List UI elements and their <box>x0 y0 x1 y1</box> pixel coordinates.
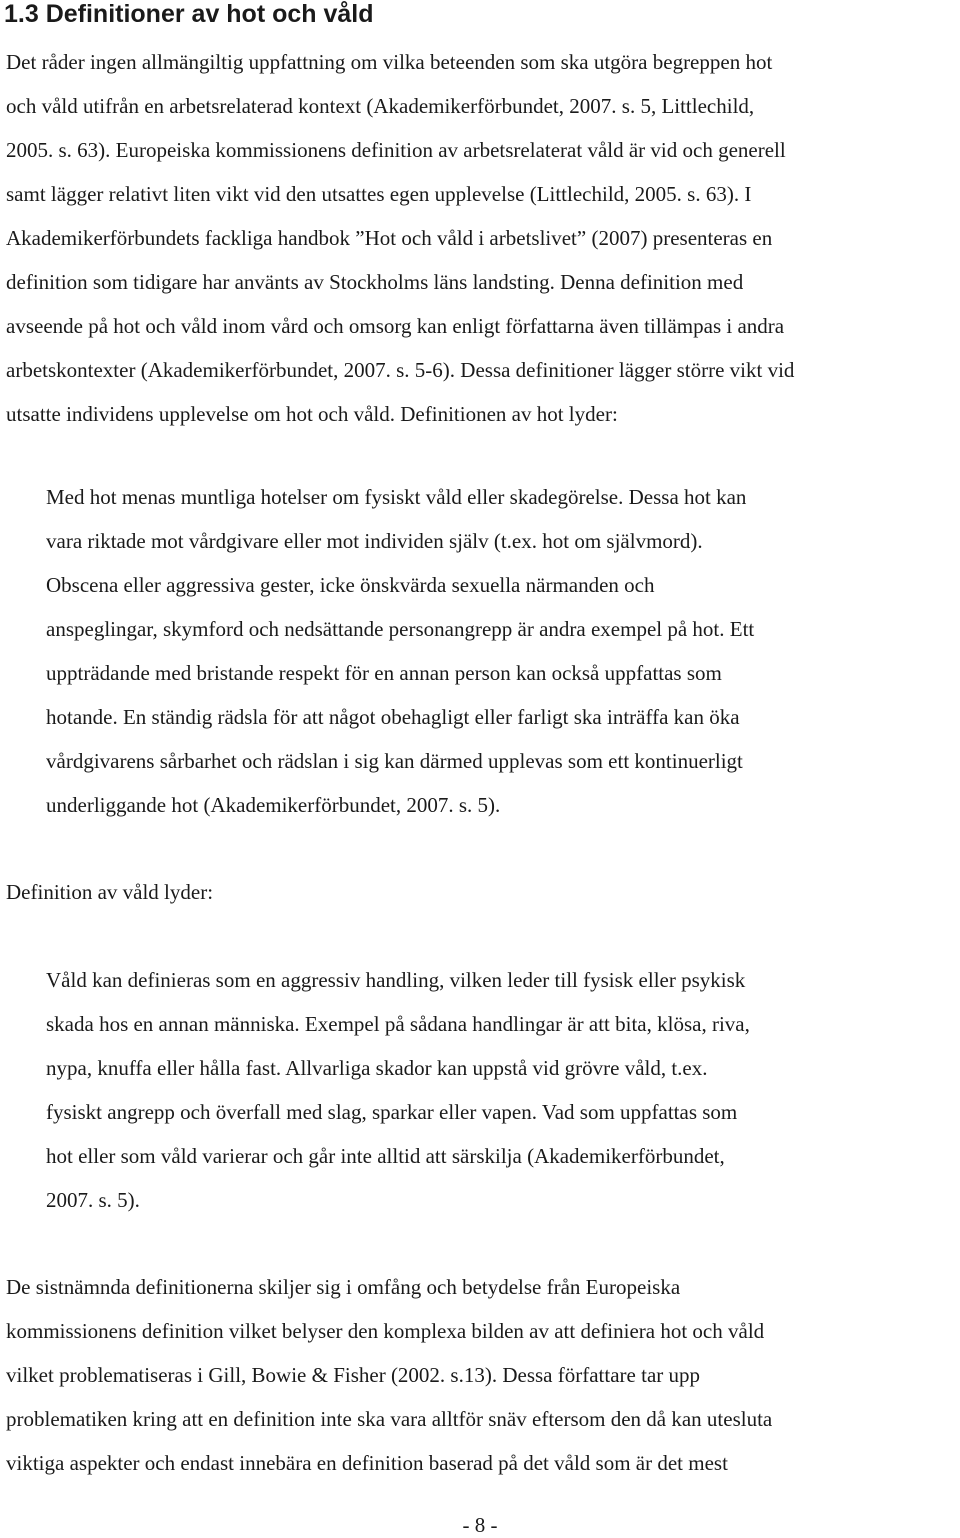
text-line: samt lägger relativt liten vikt vid den utsattes egen upplevelse (Littlechild, 2005. s. 63). I <box>6 182 752 206</box>
quote-line: skada hos en annan människa. Exempel på sådana handlingar är att bita, klösa, riva, <box>46 1012 750 1036</box>
text-line: problematiken kring att en definition inte ska vara alltför snäv eftersom den då kan utesluta <box>6 1407 773 1431</box>
paragraph-violence-intro <box>6 870 213 914</box>
block-quote-violence-definition <box>46 958 750 1222</box>
text-line: definition som tidigare har använts av Stockholms läns landsting. Denna definition med <box>6 270 744 294</box>
quote-line: vara riktade mot vårdgivare eller mot individen själv (t.ex. hot om självmord). <box>46 529 703 553</box>
paragraph-intro <box>6 40 794 436</box>
text-line: utsatte individens upplevelse om hot och våld. Definitionen av hot lyder: <box>6 402 618 426</box>
text-line: viktiga aspekter och endast innebära en definition baserad på det våld som är det mest <box>6 1451 728 1475</box>
quote-line: Obscena eller aggressiva gester, icke önskvärda sexuella närmanden och <box>46 573 655 597</box>
text-line: 2005. s. 63). Europeiska kommissionens definition av arbetsrelaterat våld är vid och generell <box>6 138 786 162</box>
quote-line: Med hot menas muntliga hotelser om fysiskt våld eller skadegörelse. Dessa hot kan <box>46 485 747 509</box>
text-line: arbetskontexter (Akademikerförbundet, 2007. s. 5-6). Dessa definitioner lägger större vikt vid <box>6 358 795 382</box>
text-line: avseende på hot och våld inom vård och omsorg kan enligt författarna även tillämpas i andra <box>6 314 785 338</box>
text-line: De sistnämnda definitionerna skiljer sig i omfång och betydelse från Europeiska <box>6 1275 681 1299</box>
page-number: - 8 - <box>462 1513 498 1537</box>
paragraph-discussion <box>6 1265 772 1485</box>
text-line: Definition av våld lyder: <box>6 880 214 904</box>
quote-line: hotande. En ständig rädsla för att något obehagligt eller farligt ska inträffa kan öka <box>46 705 740 729</box>
quote-line: underliggande hot (Akademikerförbundet, 2007. s. 5). <box>46 793 501 817</box>
text-line: Akademikerförbundets fackliga handbok ”Hot och våld i arbetslivet” (2007) presenteras en <box>6 226 773 250</box>
block-quote-threat-definition <box>46 475 754 827</box>
quote-line: nypa, knuffa eller hålla fast. Allvarliga skador kan uppstå vid grövre våld, t.ex. <box>46 1056 708 1080</box>
quote-line: fysiskt angrepp och överfall med slag, sparkar eller vapen. Vad som uppfattas som <box>46 1100 738 1124</box>
text-line: kommissionens definition vilket belyser den komplexa bilden av att definiera hot och våld <box>6 1319 765 1343</box>
quote-line: 2007. s. 5). <box>46 1188 140 1212</box>
text-line: och våld utifrån en arbetsrelaterad kontext (Akademikerförbundet, 2007. s. 5, Littlechild, <box>6 94 755 118</box>
quote-line: anspeglingar, skymford och nedsättande personangrepp är andra exempel på hot. Ett <box>46 617 755 641</box>
quote-line: vårdgivarens sårbarhet och rädslan i sig kan därmed upplevas som ett kontinuerligt <box>46 749 743 773</box>
quote-line: hot eller som våld varierar och går inte alltid att särskilja (Akademikerförbundet, <box>46 1144 725 1168</box>
quote-line: Våld kan definieras som en aggressiv handling, vilken leder till fysisk eller psykisk <box>46 968 746 992</box>
section-heading: 1.3 Definitioner av hot och våld <box>4 0 374 28</box>
quote-line: uppträdande med bristande respekt för en annan person kan också uppfattas som <box>46 661 722 685</box>
text-line: vilket problematiseras i Gill, Bowie & Fisher (2002. s.13). Dessa författare tar upp <box>6 1363 701 1387</box>
text-line: Det råder ingen allmängiltig uppfattning om vilka beteenden som ska utgöra begreppen hot <box>6 50 773 74</box>
